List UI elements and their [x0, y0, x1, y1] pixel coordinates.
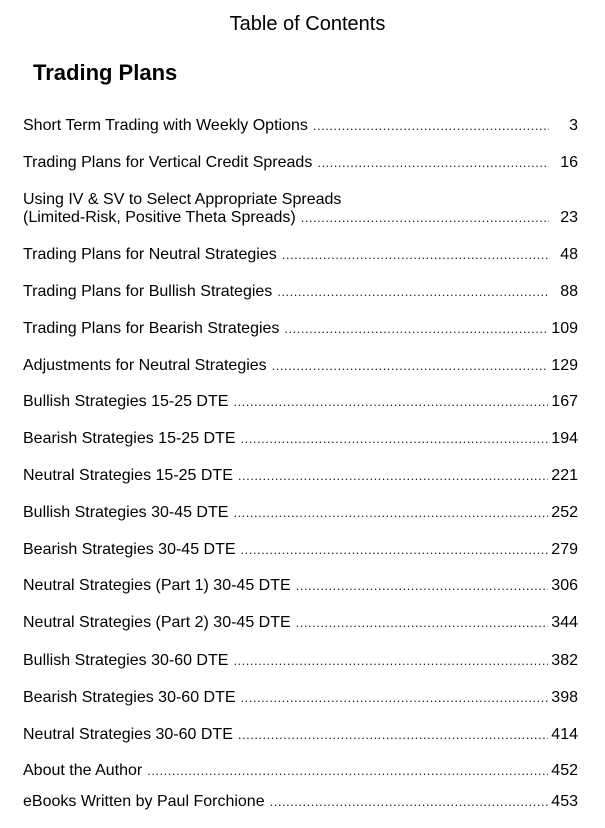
toc-entry-title: Bullish Strategies 30-45 DTE — [23, 504, 229, 521]
toc-entry-title: Bearish Strategies 30-60 DTE — [23, 689, 236, 706]
toc-page-number: 221 — [551, 467, 578, 484]
dot-leader — [317, 154, 549, 172]
toc-entry[interactable] — [23, 357, 578, 375]
toc-page-number: 129 — [551, 357, 578, 374]
toc-page-number: 306 — [551, 577, 578, 594]
toc-entry[interactable] — [23, 577, 578, 595]
toc-entry-title: Trading Plans for Neutral Strategies — [23, 246, 277, 263]
dot-leader — [241, 430, 549, 448]
toc-entry-title: Bullish Strategies 30-60 DTE — [23, 652, 229, 669]
dot-leader — [296, 577, 549, 595]
dot-leader — [282, 246, 549, 264]
toc-entry-title: Bullish Strategies 15-25 DTE — [23, 393, 229, 410]
toc-entry-title: (Limited-Risk, Positive Theta Spreads) — [23, 209, 296, 226]
toc-entry[interactable] — [23, 117, 578, 135]
toc-page-number: 344 — [551, 614, 578, 631]
toc-entry[interactable] — [23, 614, 578, 632]
toc-entry-title: Trading Plans for Vertical Credit Spreads — [23, 154, 313, 171]
toc-entry[interactable] — [23, 726, 578, 744]
toc-entry[interactable] — [23, 504, 578, 522]
toc-page-number: 48 — [560, 246, 578, 263]
dot-leader — [233, 652, 548, 670]
toc-entry-title: About the Author — [23, 762, 143, 779]
dot-leader — [301, 209, 549, 227]
dot-leader — [270, 793, 549, 811]
dot-leader — [296, 614, 549, 632]
toc-entry[interactable] — [23, 393, 578, 411]
toc-entry[interactable] — [23, 652, 578, 670]
toc-entry[interactable] — [23, 191, 578, 227]
toc-page-number: 88 — [560, 283, 578, 300]
dot-leader — [277, 283, 549, 301]
toc-entry[interactable] — [23, 467, 578, 485]
toc-page-number: 452 — [551, 762, 578, 779]
toc-entry[interactable] — [23, 430, 578, 448]
toc-entry[interactable] — [23, 793, 578, 811]
toc-page-number: 382 — [551, 652, 578, 669]
toc-page-number: 3 — [569, 117, 578, 134]
toc-entry-title: Neutral Strategies 30-60 DTE — [23, 726, 233, 743]
toc-entry[interactable] — [23, 689, 578, 707]
toc-entry-title: Neutral Strategies 15-25 DTE — [23, 467, 233, 484]
toc-entry-title: Short Term Trading with Weekly Options — [23, 117, 308, 134]
toc-page-number: 167 — [551, 393, 578, 410]
toc-entry-title: Trading Plans for Bearish Strategies — [23, 320, 280, 337]
dot-leader — [313, 117, 549, 135]
toc-page-number: 252 — [551, 504, 578, 521]
toc-page-number: 109 — [551, 320, 578, 337]
toc-page-number: 23 — [560, 209, 578, 226]
dot-leader — [238, 467, 548, 485]
section-title: Trading Plans — [33, 60, 178, 85]
toc-entry-title: Neutral Strategies (Part 1) 30-45 DTE — [23, 577, 291, 594]
dot-leader — [241, 541, 549, 559]
toc-entry[interactable] — [23, 541, 578, 559]
dot-leader — [238, 726, 548, 744]
toc-entry-title: Trading Plans for Bullish Strategies — [23, 283, 273, 300]
toc-entry[interactable] — [23, 320, 578, 338]
toc-entry-title-line1: Using IV & SV to Select Appropriate Spreads — [23, 191, 342, 208]
toc-page-number: 279 — [551, 541, 578, 558]
dot-leader — [233, 393, 548, 411]
dot-leader — [147, 762, 548, 780]
toc-page-number: 398 — [551, 689, 578, 706]
toc-entry-title: Adjustments for Neutral Strategies — [23, 357, 267, 374]
toc-page-number: 453 — [551, 793, 578, 810]
toc-entry-title: Bearish Strategies 30-45 DTE — [23, 541, 236, 558]
dot-leader — [241, 689, 549, 707]
toc-entry-title: eBooks Written by Paul Forchione — [23, 793, 265, 810]
page-title: Table of Contents — [229, 13, 386, 35]
toc-page-number: 414 — [551, 726, 578, 743]
dot-leader — [233, 504, 548, 522]
toc-entry[interactable] — [23, 283, 578, 301]
toc-entry[interactable] — [23, 762, 578, 780]
toc-page-number: 16 — [560, 154, 578, 171]
toc-entry[interactable] — [23, 246, 578, 264]
dot-leader — [284, 320, 548, 338]
dot-leader — [272, 357, 549, 375]
toc-entry-title: Neutral Strategies (Part 2) 30-45 DTE — [23, 614, 291, 631]
toc-entry[interactable] — [23, 154, 578, 172]
toc-page-number: 194 — [551, 430, 578, 447]
toc-entry-title: Bearish Strategies 15-25 DTE — [23, 430, 236, 447]
